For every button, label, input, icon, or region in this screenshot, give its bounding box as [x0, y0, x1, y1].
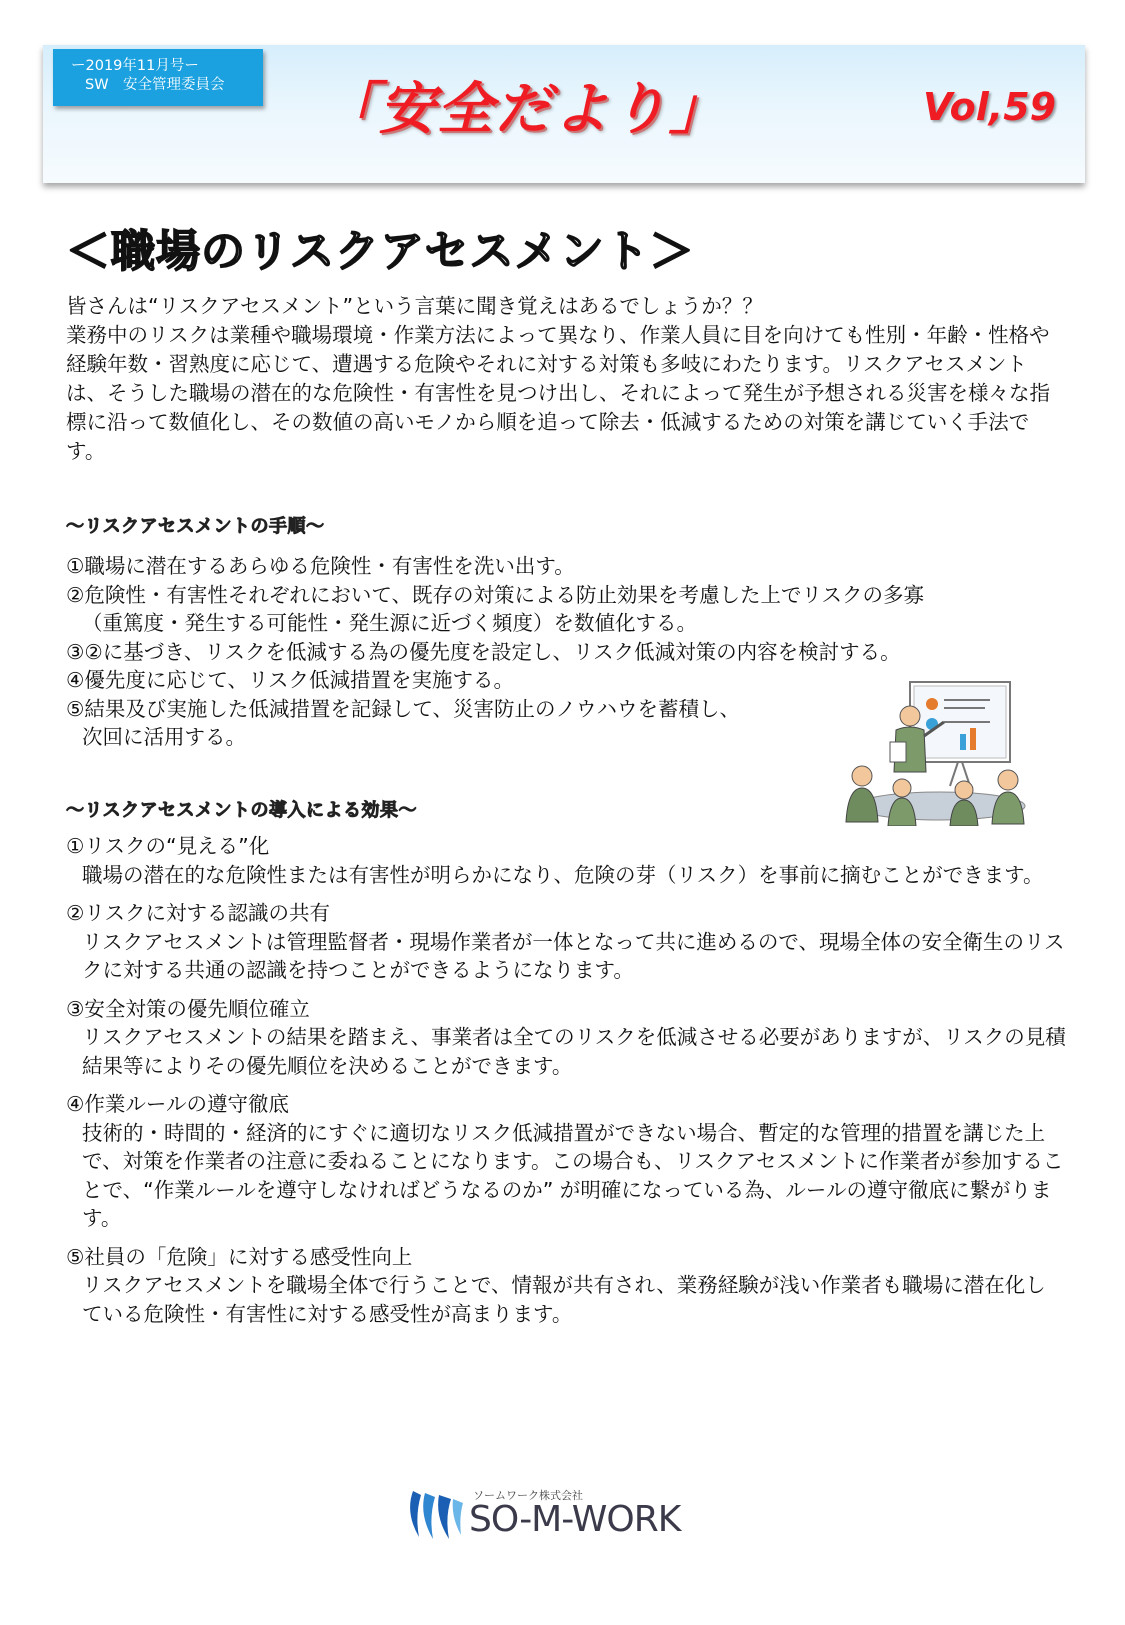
newsletter-header	[43, 45, 1085, 183]
meeting-illustration	[840, 676, 1030, 826]
procedure-step	[66, 638, 1066, 667]
effect-item	[66, 995, 1066, 1081]
effect-body: リスクアセスメントの結果を踏まえ、事業者は全てのリスクを低減させる必要がありますが、リスクの見積結果等によりその優先順位を決めることができます。	[82, 1025, 1066, 1078]
effects-heading: ～リスクアセスメントの導入による効果～	[66, 800, 417, 821]
effect-body: 職場の潜在的な危険性または有害性が明らかになり、危険の芽（リスク）を事前に摘むことができます。	[82, 862, 1044, 887]
volume-number: Vol,59	[923, 85, 1057, 129]
effect-title: ②リスクに対する認識の共有	[66, 901, 330, 925]
effect-body: 技術的・時間的・経済的にすぐに適切なリスク低減措置ができない場合、暫定的な管理的措置を講じた上で、対策を作業者の注意に委ねることになります。この場合も、リスクアセスメントに作業者が参加することで、“作業ルールを遵守しなければどうなるのか” が明確になっている為、ルールの遵守徹底に繋がります。	[82, 1120, 1064, 1230]
effect-title: ⑤社員の「危険」に対する感受性向上	[66, 1244, 413, 1269]
effect-body: リスクアセスメントを職場全体で行うことで、情報が共有され、業務経験が浅い作業者も職場に潜在化している危険性・有害性に対する感受性が高まります。	[82, 1273, 1046, 1326]
page-title: ＜職場のリスクアセスメント＞	[66, 226, 695, 277]
step-text: ⑤結果及び実施した低減措置を記録して、災害防止のノウハウを蓄積し、	[66, 696, 740, 721]
step-text: ④優先度に応じて、リスク低減措置を実施する。	[66, 668, 515, 692]
step-text: ①職場に潜在するあらゆる危険性・有害性を洗い出す。	[66, 554, 575, 578]
effect-item	[66, 1090, 1066, 1233]
step-continuation: 次回に活用する。	[82, 725, 246, 749]
step-continuation: （重篤度・発生する可能性・発生源に近づく頻度）を数値化する。	[82, 611, 697, 635]
procedure-step	[66, 581, 1066, 638]
newsletter-title: 「安全だより」	[321, 77, 727, 142]
procedure-step	[66, 552, 1066, 581]
effect-item	[66, 832, 1066, 889]
issue-info-box	[53, 49, 263, 106]
effect-body: リスクアセスメントは管理監督者・現場作業者が一体となって共に進めるので、現場全体の安全衛生のリスクに対する共通の認識を持つことができるようになります。	[82, 929, 1065, 982]
effects-list	[66, 832, 1066, 1338]
effect-title: ①リスクの“見える”化	[66, 834, 270, 858]
effect-item	[66, 1243, 1066, 1329]
procedure-heading: ～リスクアセスメントの手順～	[66, 516, 325, 537]
effect-title: ④作業ルールの遵守徹底	[66, 1092, 289, 1116]
issue-date: ー2019年11月号ー	[71, 58, 199, 74]
effect-item	[66, 899, 1066, 985]
step-text: ③②に基づき、リスクを低減する為の優先度を設定し、リスク低減対策の内容を検討する。	[66, 639, 901, 664]
committee-name: SW 安全管理委員会	[85, 77, 225, 93]
intro-paragraph-1: 皆さんは“リスクアセスメント”という言葉に聞き覚えはあるでしょうか？？	[66, 294, 763, 318]
intro-text	[66, 292, 1066, 466]
intro-paragraph-2: 業務中のリスクは業種や職場環境・作業方法によって異なり、作業人員に目を向けても性別・年齢・性格や経験年数・習熟度に応じて、遭遇する危険やそれに対する対策も多岐にわたります。リスクアセスメントは、そうした職場の潜在的な危険性・有害性を見つけ出し、それによって発生が予想される災害を様々な指標に沿って数値化し、その数値の高いモノから順を追って除去・低減するための対策を講じていく手法です。	[66, 323, 1050, 463]
company-subtitle: ソームワーク株式会社	[473, 1489, 583, 1502]
effect-title: ③安全対策の優先順位確立	[66, 996, 310, 1021]
step-text: ②危険性・有害性それぞれにおいて、既存の対策による防止効果を考慮した上でリスクの多寡	[66, 582, 925, 607]
company-name: SO-M-WORK	[469, 1499, 681, 1540]
company-logo	[405, 1485, 695, 1545]
sw-logo-icon	[405, 1485, 465, 1543]
